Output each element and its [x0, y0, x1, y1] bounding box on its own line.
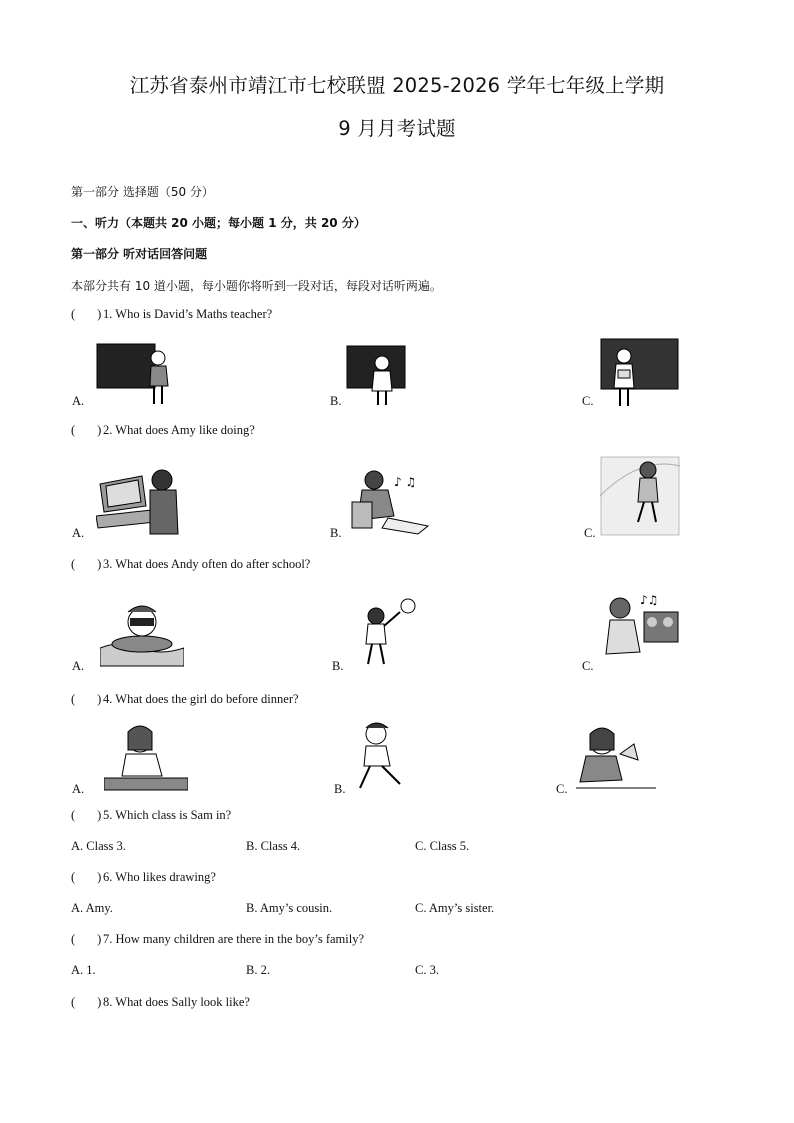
boy-swimming-image [100, 600, 184, 670]
girl-listening-music-image [348, 466, 432, 536]
option-a[interactable]: A. Class 3. [71, 839, 126, 853]
question-text: 4. What does the girl do before dinner? [103, 692, 299, 706]
answer-blank[interactable]: ( ) [71, 870, 102, 884]
option-b-label: B. [334, 782, 346, 796]
question-text: 7. How many children are there in the boy’s family? [103, 932, 365, 946]
question-2 [71, 423, 255, 438]
woman-teacher-at-blackboard-image [96, 340, 182, 408]
option-c-label: C. [582, 659, 594, 673]
exam-title-line2: 9 月月考试题 [338, 117, 456, 140]
question-5 [71, 808, 231, 823]
answer-blank[interactable]: ( ) [71, 995, 102, 1009]
question-7 [71, 932, 364, 947]
answer-blank[interactable]: ( ) [71, 557, 102, 571]
girl-writing-image [576, 724, 656, 792]
girl-walking-image [600, 456, 680, 536]
answer-blank[interactable]: ( ) [71, 692, 102, 706]
option-b[interactable]: B. Amy’s cousin. [246, 901, 333, 915]
option-a[interactable]: A. 1. [71, 963, 96, 977]
option-c-label: C. [582, 394, 594, 408]
boy-playing-volleyball-image [350, 596, 420, 668]
svg-text:♪♫: ♪♫ [640, 593, 659, 607]
option-c-label: C. [584, 526, 596, 540]
girl-using-computer-image [96, 466, 180, 536]
girl-running-image [350, 720, 410, 794]
question-text: 2. What does Amy like doing? [103, 423, 255, 437]
option-c-label: C. [556, 782, 568, 796]
sub-heading: 第一部分 听对话回答问题 [71, 247, 208, 261]
option-a-label: A. [72, 782, 85, 796]
listening-heading: 一、听力（本题共 20 小题；每小题 1 分，共 20 分） [71, 216, 366, 230]
question-text: 5. Which class is Sam in? [103, 808, 232, 822]
exam-title-line1: 江苏省泰州市靖江市七校联盟 2025-2026 学年七年级上学期 [129, 74, 665, 97]
svg-text:♪ ♫: ♪ ♫ [394, 475, 417, 489]
answer-blank[interactable]: ( ) [71, 423, 102, 437]
answer-blank[interactable]: ( ) [71, 307, 102, 321]
option-c[interactable]: C. Class 5. [415, 839, 470, 853]
option-b[interactable]: B. Class 4. [246, 839, 301, 853]
man-teacher-at-blackboard-image [346, 345, 408, 407]
option-b-label: B. [332, 659, 344, 673]
option-a-label: A. [72, 394, 85, 408]
option-a-label: A. [72, 526, 85, 540]
part-heading: 第一部分 选择题（50 分） [71, 185, 214, 199]
question-1 [71, 307, 272, 322]
question-6 [71, 870, 216, 885]
question-4 [71, 692, 299, 707]
girl-doing-homework-image [104, 720, 188, 792]
answer-blank[interactable]: ( ) [71, 932, 102, 946]
option-c[interactable]: C. 3. [415, 963, 439, 977]
question-text: 8. What does Sally look like? [103, 995, 250, 1009]
option-b-label: B. [330, 394, 342, 408]
option-a[interactable]: A. Amy. [71, 901, 113, 915]
instructions: 本部分共有 10 道小题，每小题你将听到一段对话，每段对话听两遍。 [71, 279, 442, 293]
woman-teacher-with-book-image [600, 338, 680, 408]
answer-blank[interactable]: ( ) [71, 808, 102, 822]
boy-listening-music-image [600, 592, 680, 670]
question-text: 1. Who is David’s Maths teacher? [103, 307, 273, 321]
option-a-label: A. [72, 659, 85, 673]
option-b[interactable]: B. 2. [246, 963, 270, 977]
option-c[interactable]: C. Amy’s sister. [415, 901, 495, 915]
option-b-label: B. [330, 526, 342, 540]
question-3 [71, 557, 310, 572]
question-text: 3. What does Andy often do after school? [103, 557, 311, 571]
question-8 [71, 995, 250, 1010]
question-text: 6. Who likes drawing? [103, 870, 216, 884]
